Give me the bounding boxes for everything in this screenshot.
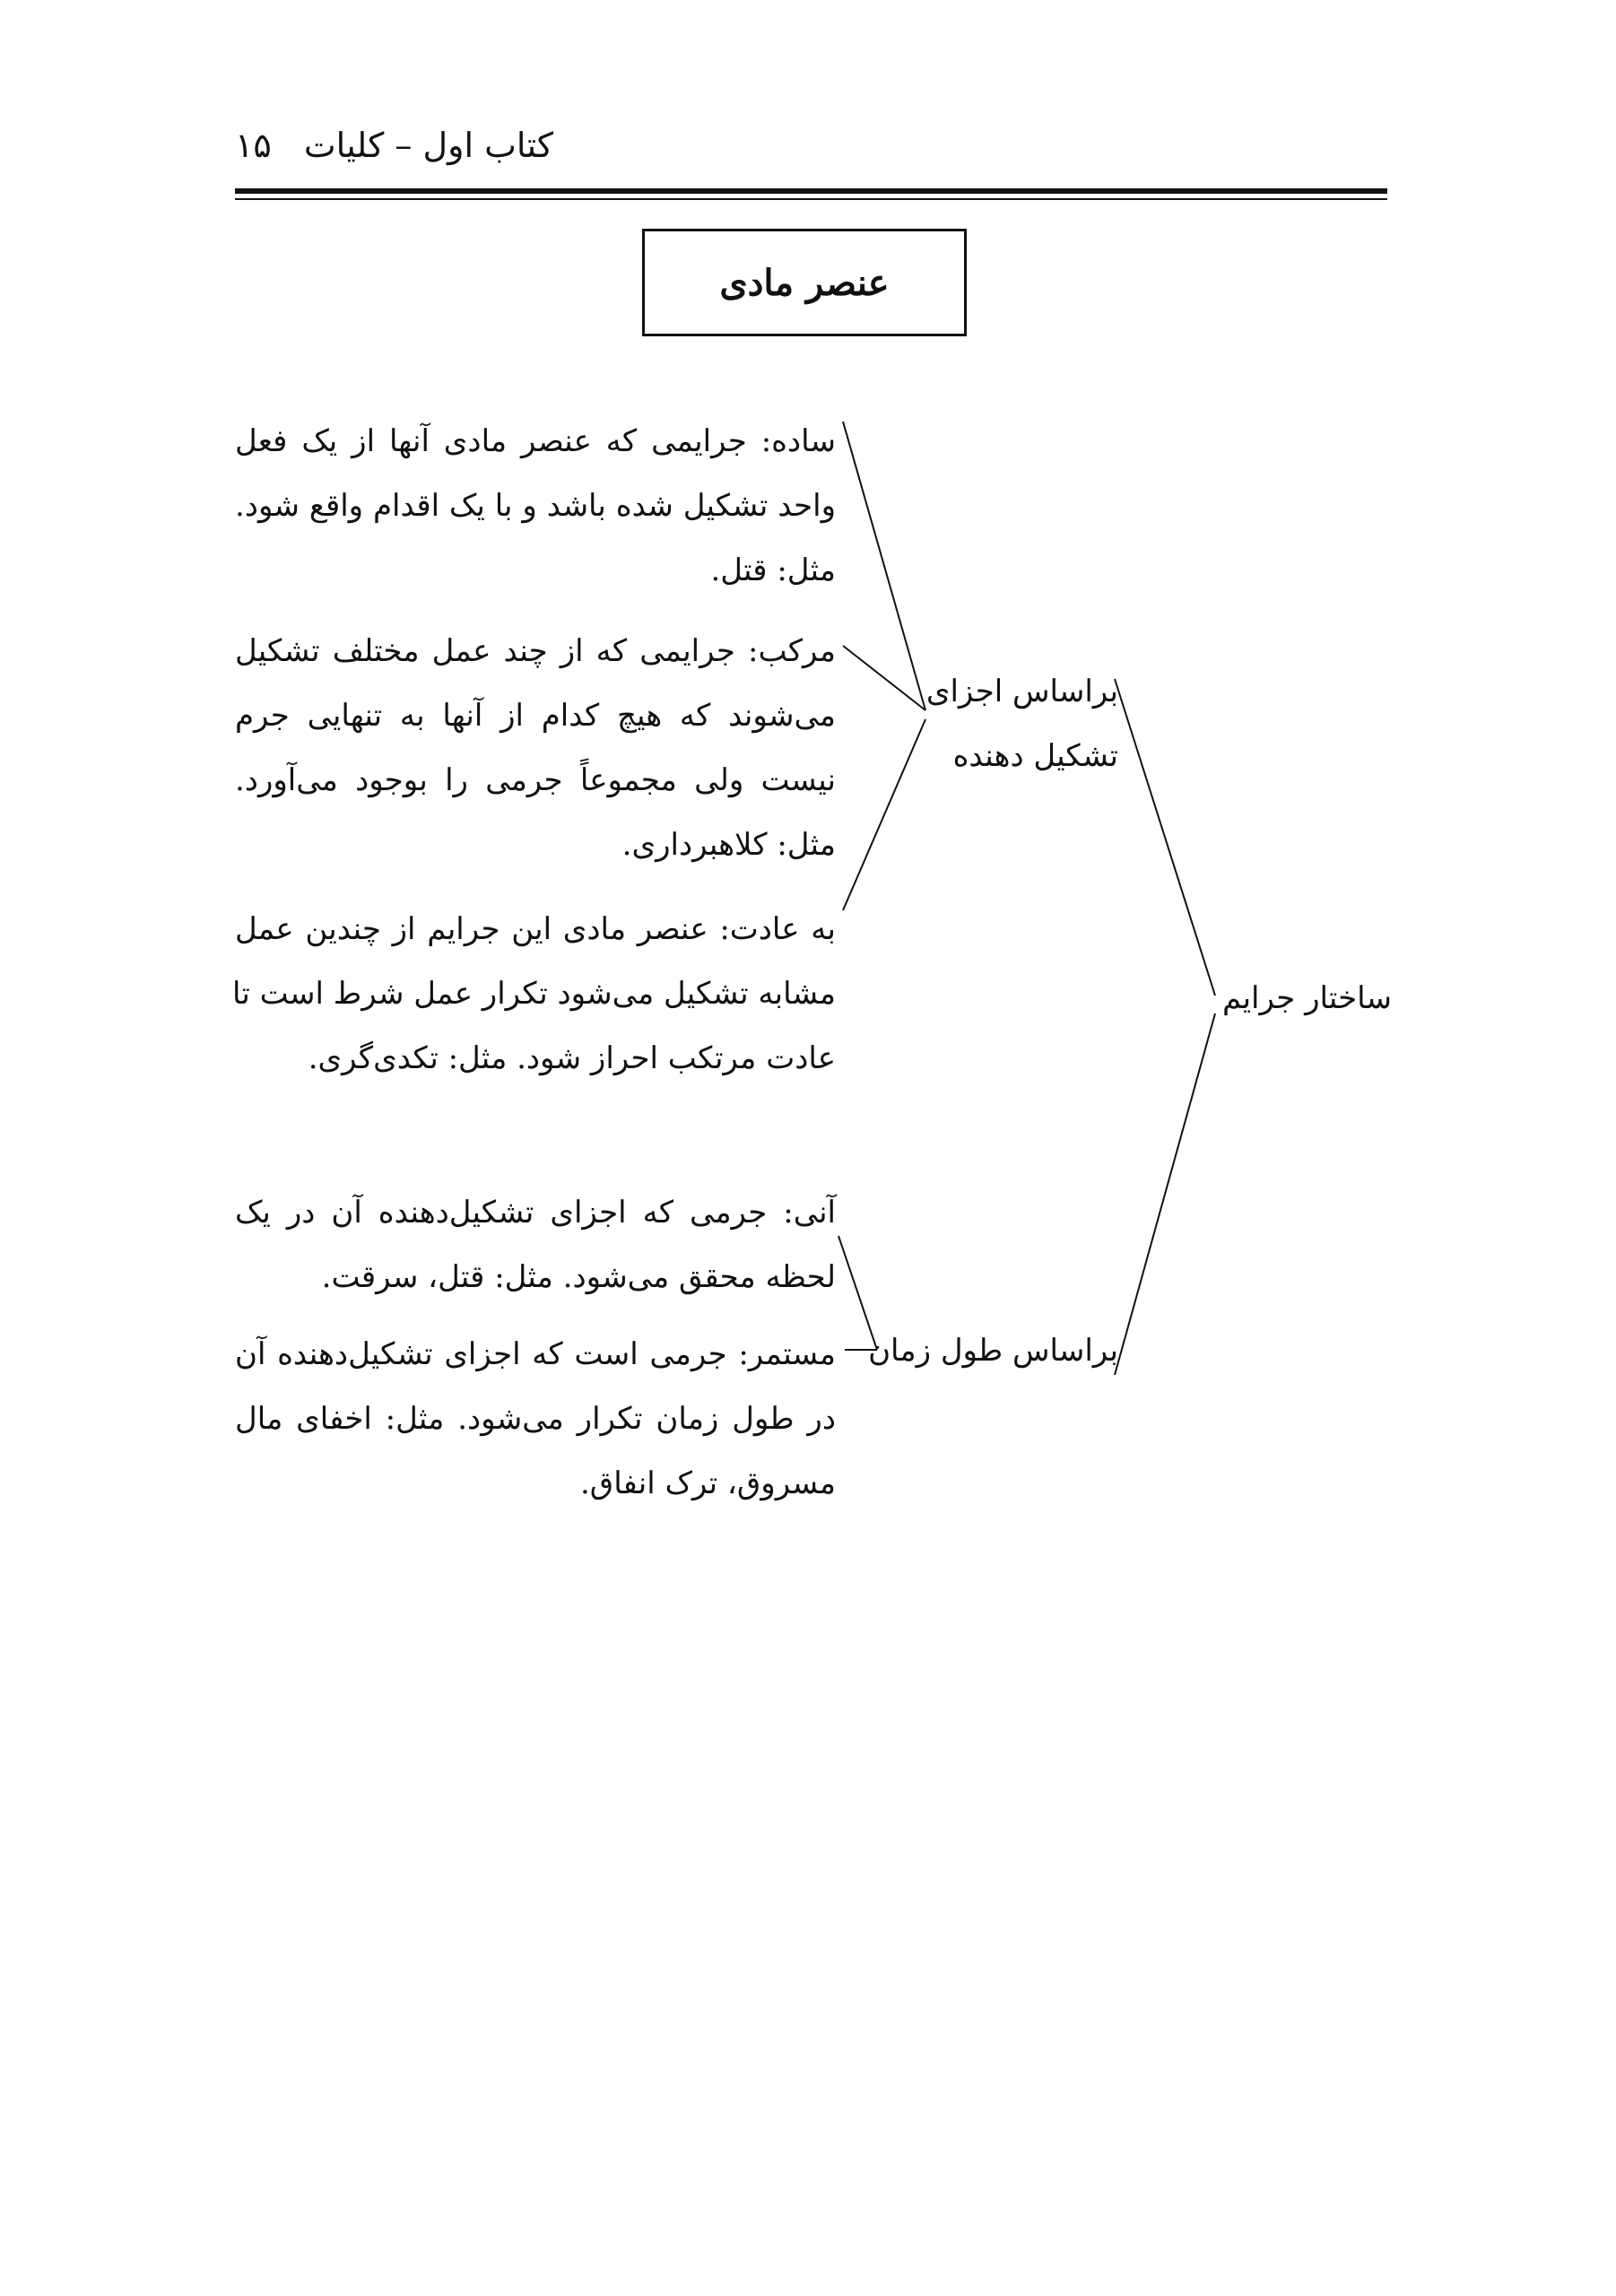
- branch1-label-line1: براساس اجزای: [925, 674, 1118, 709]
- item-compound: [235, 619, 836, 877]
- item-compound-line: می‌شوند که هیچ کدام از آنها به تنهایی جرم: [235, 698, 836, 734]
- running-title: کتاب اول – کلیات: [303, 126, 553, 165]
- branch1-label-line2: تشکیل دهنده: [952, 738, 1118, 774]
- item-habitual: [232, 897, 836, 1091]
- connector-branch1-item1: [843, 422, 925, 710]
- connector-branch1-item3: [843, 719, 925, 910]
- item-instant-line: لحظه محقق می‌شود. مثل: قتل، سرقت.: [321, 1259, 836, 1295]
- item-simple-line: ساده: جرایمی که عنصر مادی آنها از یک فعل: [235, 423, 836, 459]
- branch2-label: براساس طول زمان: [868, 1333, 1118, 1369]
- item-simple-line: مثل: قتل.: [710, 552, 836, 588]
- item-continuous-line: در طول زمان تکرار می‌شود. مثل: اخفای مال: [235, 1401, 836, 1437]
- item-compound-line: مرکب: جرایمی که از چند عمل مختلف تشکیل: [235, 633, 836, 669]
- tree-root: ساختار جرایم: [1221, 980, 1392, 1016]
- item-habitual-line: عادت مرتکب احراز شود. مثل: تکدی‌گری.: [308, 1040, 836, 1076]
- section-title: عنصر مادی: [719, 261, 890, 304]
- item-compound-line: مثل: کلاهبرداری.: [621, 827, 836, 863]
- page-number: ۱۵: [235, 126, 272, 165]
- item-habitual-line: مشابه تشکیل می‌شود تکرار عمل شرط است تا: [232, 976, 836, 1012]
- item-compound-line: نیست ولی مجموعاً جرمی را بوجود می‌آورد.: [235, 762, 836, 798]
- connector-branch1-item2: [843, 646, 925, 710]
- item-simple: [235, 409, 836, 603]
- item-instant: [235, 1180, 836, 1309]
- connector-root-branch2: [1115, 1013, 1215, 1375]
- item-instant-line: آنی: جرمی که اجزای تشکیل‌دهنده آن در یک: [235, 1195, 836, 1231]
- item-simple-line: واحد تشکیل شده باشد و با یک اقدام واقع شود.: [235, 488, 836, 524]
- item-habitual-line: به عادت: عنصر مادی این جرایم از چندین عمل: [235, 911, 836, 947]
- item-continuous-line: مسروق، ترک انفاق.: [580, 1465, 836, 1501]
- item-continuous-line: مستمر: جرمی است که اجزای تشکیل‌دهنده آن: [235, 1336, 836, 1372]
- item-continuous: [235, 1322, 836, 1516]
- connector-root-branch1: [1115, 679, 1215, 996]
